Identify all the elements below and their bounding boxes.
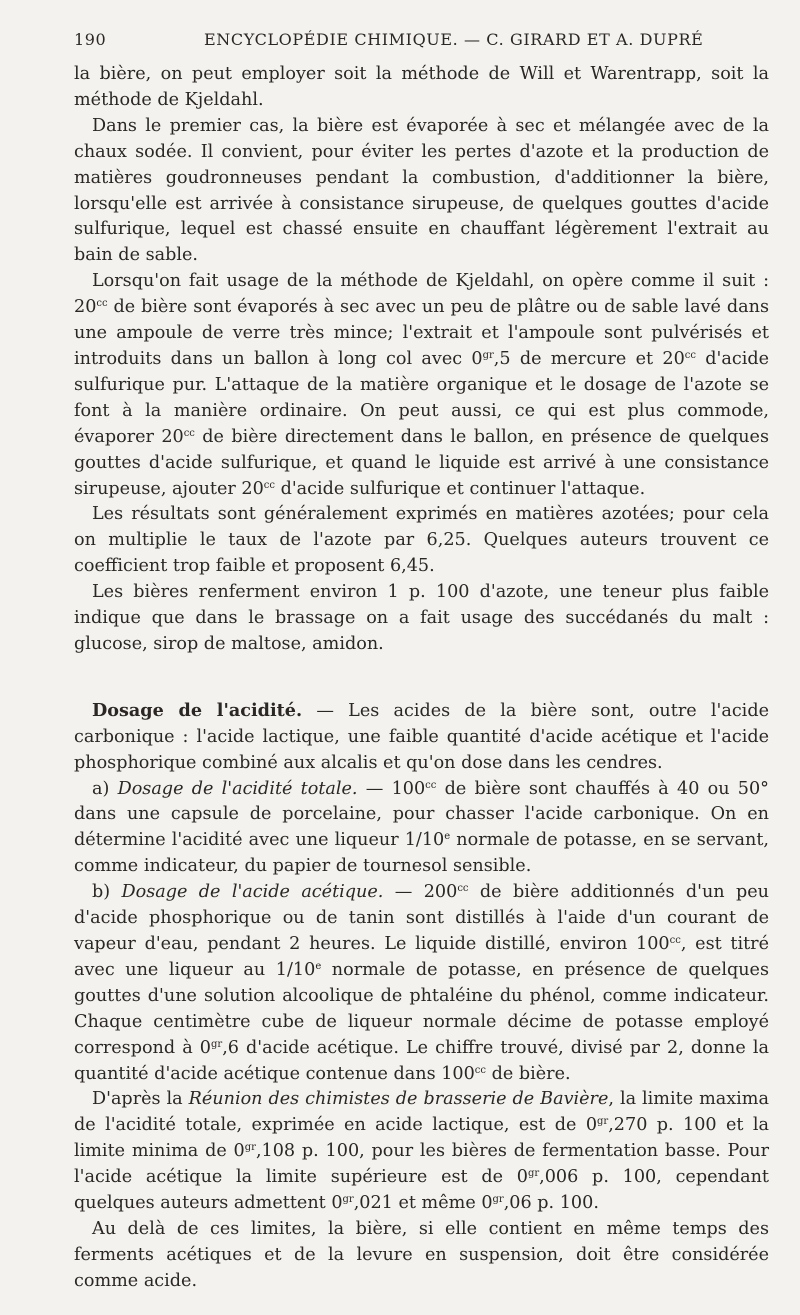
text-run: ,108 p. 100, pour les bières de fermentation basse. Pour l'acide acétique la limite supérieure est de 0 bbox=[74, 1141, 769, 1188]
text-run: ,5 de mercure et 20 bbox=[493, 348, 685, 369]
unit-superscript: gr bbox=[342, 1194, 354, 1206]
paragraph-nitrogen-content bbox=[74, 580, 769, 658]
text-run: ,021 et même 0 bbox=[353, 1193, 493, 1214]
unit-superscript: gr bbox=[211, 1038, 223, 1050]
section-heading: Dosage de l'acidité. bbox=[92, 699, 303, 721]
item-title: Dosage de l'acide acétique. bbox=[121, 882, 384, 903]
text-run: normale de potasse, en se servant, comme indicateur, du papier de tournesol sensible. bbox=[74, 830, 769, 877]
unit-superscript: gr bbox=[482, 349, 494, 361]
paragraph-text: la bière, on peut employer soit la méthode de Will et Warentrapp, soit la méthode de Kjeldahl. bbox=[74, 64, 769, 110]
running-header bbox=[74, 30, 770, 54]
unit-superscript: gr bbox=[597, 1116, 609, 1128]
text-run: de bière additionnés d'un peu d'acide phosphorique ou de tanin sont distillés à l'aide d'un courant de vapeur d'eau, pendant 2 heures. Le liquide distillé, environ 100 bbox=[74, 882, 769, 954]
unit-superscript: cc bbox=[684, 349, 696, 361]
unit-superscript: gr bbox=[244, 1142, 256, 1154]
text-run: D'après la bbox=[92, 1089, 189, 1110]
paragraph-kjeldahl-intro bbox=[74, 62, 769, 114]
paragraph-text: — Les acides de la bière sont, outre l'acide carbonique : l'acide lactique, une faible quantité d'acide acétique et l'acide phosphorique combiné aux alcalis et qu'on dose dans les cendres. bbox=[74, 700, 769, 773]
paragraph-text: Au delà de ces limites, la bière, si elle contient en même temps des ferments acétiques et de la levure en suspension, doit être considérée comme acide. bbox=[74, 1218, 769, 1291]
paragraph-will-method bbox=[74, 114, 769, 269]
text-run: ,06 p. 100. bbox=[503, 1193, 599, 1214]
paragraph-text: Dans le premier cas, la bière est évaporée à sec et mélangée avec de la chaux sodée. Il convient, pour éviter les pertes d'azote et la production de matières goudronneuses pendant la combustion, d'additionner la bière, lorsqu'elle est arrivée à consistance sirupeuse, de quelques gouttes d'acide sulfurique, lequel est chassé ensuite en chauffant légèrement l'extrait au bain de sable. bbox=[74, 115, 769, 266]
text-run: , est titré avec une liqueur au 1/10 bbox=[74, 934, 769, 980]
text-run: de bière directement dans le ballon, en présence de quelques gouttes d'acide sulfurique, et quand le liquide est arrivé à une consistance sirupeuse, ajouter 20 bbox=[74, 426, 769, 499]
text-run: ,006 p. 100, cependant quelques auteurs admettent 0 bbox=[74, 1167, 769, 1214]
body-text bbox=[74, 62, 769, 1295]
source-title: Réunion des chimistes de brasserie de Bavière bbox=[188, 1089, 609, 1110]
paragraph-acetic-acid bbox=[74, 880, 769, 1087]
page-number: 190 bbox=[74, 30, 107, 49]
paragraph-results bbox=[74, 502, 769, 580]
paragraph-kjeldahl-method bbox=[74, 269, 769, 502]
unit-superscript: gr bbox=[492, 1194, 504, 1206]
text-run: Lorsqu'on fait usage de la méthode de Kjeldahl, on opère comme il suit : 20 bbox=[74, 271, 769, 318]
text-run: de bière sont chauffés à 40 ou 50° dans une capsule de porcelaine, pour chasser l'acide carbonique. On en détermine l'acidité avec une liqueur 1/10 bbox=[74, 778, 769, 851]
unit-superscript: cc bbox=[263, 479, 275, 491]
item-label: a) bbox=[92, 778, 118, 799]
text-run: d'acide sulfurique pur. L'attaque de la matière organique et le dosage de l'azote se font à la manière ordinaire. On peut aussi, ce qui est plus commode, évaporer 20 bbox=[74, 348, 769, 447]
section-acidity bbox=[74, 698, 769, 777]
unit-superscript: cc bbox=[474, 1064, 486, 1076]
paragraph-conclusion bbox=[74, 1217, 769, 1295]
text-run: ,270 p. 100 et la limite minima de 0 bbox=[74, 1115, 769, 1162]
unit-superscript: e bbox=[444, 831, 451, 843]
text-run: normale de potasse, en présence de quelques gouttes d'une solution alcoolique de phtaléine du phénol, comme indicateur. Chaque centimètre cube de liqueur normale décime de potasse employé correspond à 0 bbox=[74, 959, 769, 1058]
running-title: ENCYCLOPÉDIE CHIMIQUE. — C. GIRARD ET A. DUPRÉ bbox=[204, 30, 704, 49]
item-title: Dosage de l'acidité totale. bbox=[117, 778, 358, 799]
text-run: — 100 bbox=[357, 778, 426, 799]
unit-superscript: cc bbox=[425, 779, 437, 791]
paragraph-text: Les bières renferment environ 1 p. 100 d'azote, une teneur plus faible indique que dans le brassage on a fait usage des succédanés du malt : glucose, sirop de maltose, amidon. bbox=[74, 582, 769, 654]
text-run: , la limite maxima de l'acidité totale, exprimée en acide lactique, est de 0 bbox=[74, 1089, 769, 1136]
paragraph-total-acidity bbox=[74, 777, 769, 881]
unit-superscript: cc bbox=[457, 883, 469, 895]
item-label: b) bbox=[92, 882, 122, 903]
paragraph-limits bbox=[74, 1087, 769, 1217]
text-run: d'acide sulfurique et continuer l'attaque. bbox=[274, 478, 646, 499]
unit-superscript: cc bbox=[669, 935, 681, 946]
paragraph-text: Les résultats sont généralement exprimés en matières azotées; pour cela on multiplie le taux de l'azote par 6,25. Quelques auteurs trouvent ce coefficient trop faible et proposent 6,45. bbox=[74, 504, 769, 577]
text-run: de bière sont évaporés à sec avec un peu de plâtre ou de sable lavé dans une ampoule de verre très mince; l'extrait et l'ampoule sont pulvérisés et introduits dans un ballon à long col avec 0 bbox=[74, 297, 769, 369]
text-run: de bière. bbox=[486, 1063, 571, 1084]
unit-superscript: cc bbox=[96, 298, 108, 310]
text-run: — 200 bbox=[383, 882, 458, 903]
unit-superscript: cc bbox=[183, 427, 195, 439]
unit-superscript: e bbox=[315, 960, 322, 972]
text-run: ,6 d'acide acétique. Le chiffre trouvé, divisé par 2, donne la quantité d'acide acétique contenue dans 100 bbox=[74, 1037, 769, 1084]
unit-superscript: gr bbox=[527, 1168, 540, 1180]
